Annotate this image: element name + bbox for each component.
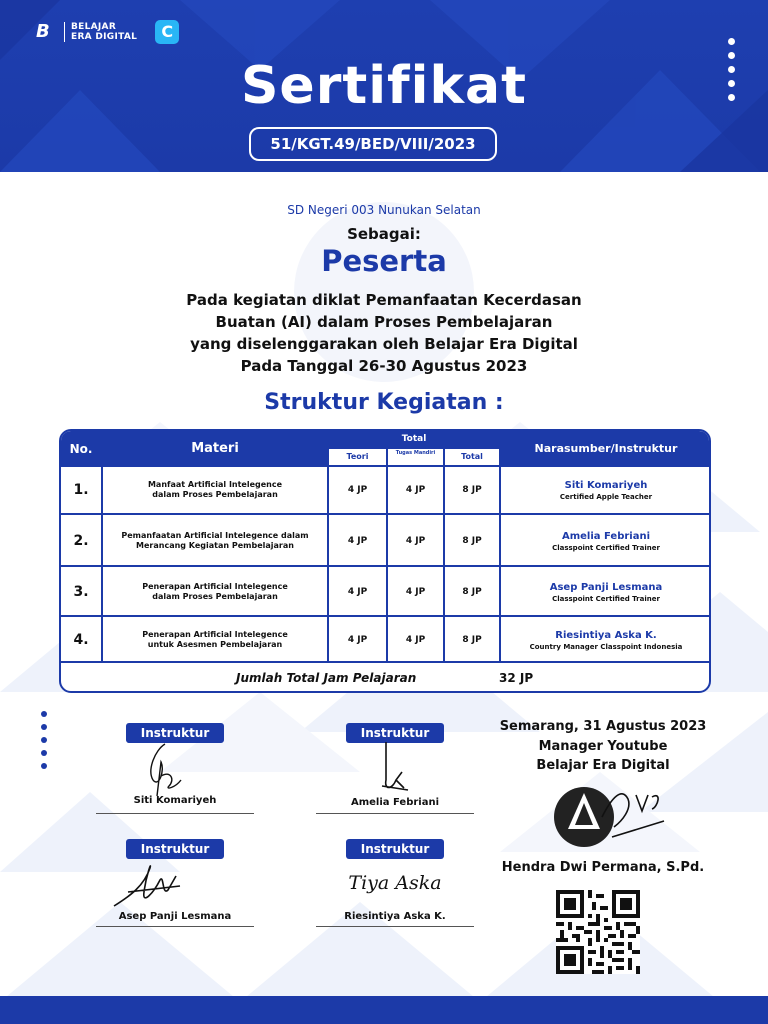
manager-title-2: Belajar Era Digital — [536, 758, 670, 773]
row-total: 8 JP — [462, 485, 482, 495]
structure-heading: Struktur Kegiatan : — [264, 390, 504, 415]
total-hours-value: 32 JP — [499, 671, 534, 685]
description-line: Pada kegiatan diklat Pemanfaatan Kecerdasan — [186, 291, 582, 309]
school-name: SD Negeri 003 Nunukan Selatan — [287, 203, 481, 217]
row-tugas: 4 JP — [405, 485, 426, 495]
row-total: 8 JP — [462, 635, 482, 645]
certificate-title: Sertifikat — [240, 56, 528, 116]
signature-siti — [135, 740, 195, 802]
header-no: No. — [69, 442, 93, 456]
materi-line: dalam Proses Pembelajaran — [152, 592, 278, 601]
header-total: Total — [401, 434, 427, 444]
instructor-role: Certified Apple Teacher — [559, 492, 653, 501]
manager-title-1: Manager Youtube — [538, 739, 668, 754]
column-divider — [101, 467, 103, 663]
header-total-sub: Total — [445, 449, 499, 465]
row-tugas: 4 JP — [405, 635, 426, 645]
instructor-badge: Instruktur — [126, 723, 224, 743]
signature-line — [316, 813, 474, 814]
signer-name: Asep Panji Lesmana — [118, 911, 232, 922]
instructor-name: Amelia Febriani — [561, 530, 651, 542]
description-line: Pada Tanggal 26-30 Agustus 2023 — [240, 357, 528, 375]
row-materi — [103, 517, 327, 565]
column-divider — [327, 431, 329, 663]
classpoint-logo: C — [155, 20, 179, 44]
footer-band — [0, 996, 768, 1024]
row-narasumber — [501, 467, 711, 513]
signature-asep — [110, 856, 190, 914]
row-number: 1. — [73, 482, 89, 498]
row-number: 2. — [73, 533, 89, 549]
manager-name: Hendra Dwi Permana, S.Pd. — [501, 860, 705, 875]
place-date: Semarang, 31 Agustus 2023 — [499, 719, 707, 734]
activity-description — [120, 289, 648, 377]
signature-tiya-aska: Tiya Aska — [348, 872, 442, 894]
instructor-role: Classpoint Certified Trainer — [552, 543, 660, 552]
row-total: 8 JP — [462, 536, 482, 546]
row-narasumber — [501, 517, 711, 565]
row-total: 8 JP — [462, 587, 482, 597]
signer-name: Amelia Febriani — [350, 797, 440, 808]
certificate-number: 51/KGT.49/BED/VIII/2023 — [249, 127, 497, 161]
signature-line — [316, 926, 474, 927]
brand-name — [64, 22, 137, 42]
row-number: 3. — [73, 584, 89, 600]
row-materi — [103, 569, 327, 615]
header-tugas-mandiri: Tugas Mandiri — [388, 449, 443, 465]
row-teori: 4 JP — [347, 485, 368, 495]
description-line: yang diselenggarakan oleh Belajar Era Digital — [190, 335, 578, 353]
signature-line — [96, 813, 254, 814]
manager-stamp-signature — [552, 777, 672, 853]
column-divider — [443, 449, 445, 663]
brand-line-2: ERA DIGITAL — [71, 32, 138, 42]
signer-name: Riesintiya Aska K. — [344, 911, 446, 922]
instructor-badge: Instruktur — [346, 839, 444, 859]
row-materi — [103, 619, 327, 661]
instructor-badge: Instruktur — [346, 723, 444, 743]
materi-line: Penerapan Artificial Intelegence — [142, 630, 288, 639]
row-narasumber — [501, 569, 711, 615]
row-tugas: 4 JP — [405, 536, 426, 546]
signature-amelia — [372, 740, 416, 796]
decor-dots-left — [41, 711, 47, 769]
row-teori: 4 JP — [347, 587, 368, 597]
row-teori: 4 JP — [347, 635, 368, 645]
instructor-role: Country Manager Classpoint Indonesia — [529, 642, 683, 651]
column-divider — [386, 449, 388, 663]
materi-line: Pemanfaatan Artificial Intelegence dalam — [121, 531, 309, 540]
row-tugas: 4 JP — [405, 587, 426, 597]
brand-line-1: BELAJAR — [71, 22, 117, 32]
activity-table — [59, 429, 711, 693]
materi-line: Penerapan Artificial Intelegence — [142, 582, 288, 591]
description-line: Buatan (AI) dalam Proses Pembelajaran — [215, 313, 553, 331]
as-label: Sebagai: — [347, 225, 421, 243]
signer-name: Siti Komariyeh — [133, 795, 217, 806]
materi-line: dalam Proses Pembelajaran — [152, 490, 278, 499]
instructor-badge: Instruktur — [126, 839, 224, 859]
header-narasumber: Narasumber/Instruktur — [534, 442, 678, 455]
materi-line: Merancang Kegiatan Pembelajaran — [136, 541, 294, 550]
role-title: Peserta — [321, 244, 447, 278]
header-band — [0, 0, 768, 172]
materi-line: untuk Asesmen Pembelajaran — [147, 640, 283, 649]
signature-line — [96, 926, 254, 927]
header-teori: Teori — [329, 449, 386, 465]
header-materi: Materi — [191, 441, 239, 456]
row-materi — [103, 467, 327, 513]
row-number: 4. — [73, 632, 89, 648]
row-narasumber — [501, 619, 711, 661]
row-teori: 4 JP — [347, 536, 368, 546]
instructor-name: Riesintiya Aska K. — [555, 629, 657, 641]
total-hours-label: Jumlah Total Jam Pelajaran — [236, 671, 417, 685]
brand-logo — [36, 20, 179, 44]
brand-mark: B — [36, 21, 50, 42]
instructor-name: Siti Komariyeh — [564, 479, 648, 491]
materi-line: Manfaat Artificial Intelegence — [147, 480, 283, 489]
column-divider — [499, 431, 501, 663]
qr-code — [554, 890, 642, 974]
instructor-role: Classpoint Certified Trainer — [552, 594, 660, 603]
instructor-name: Asep Panji Lesmana — [549, 581, 663, 593]
